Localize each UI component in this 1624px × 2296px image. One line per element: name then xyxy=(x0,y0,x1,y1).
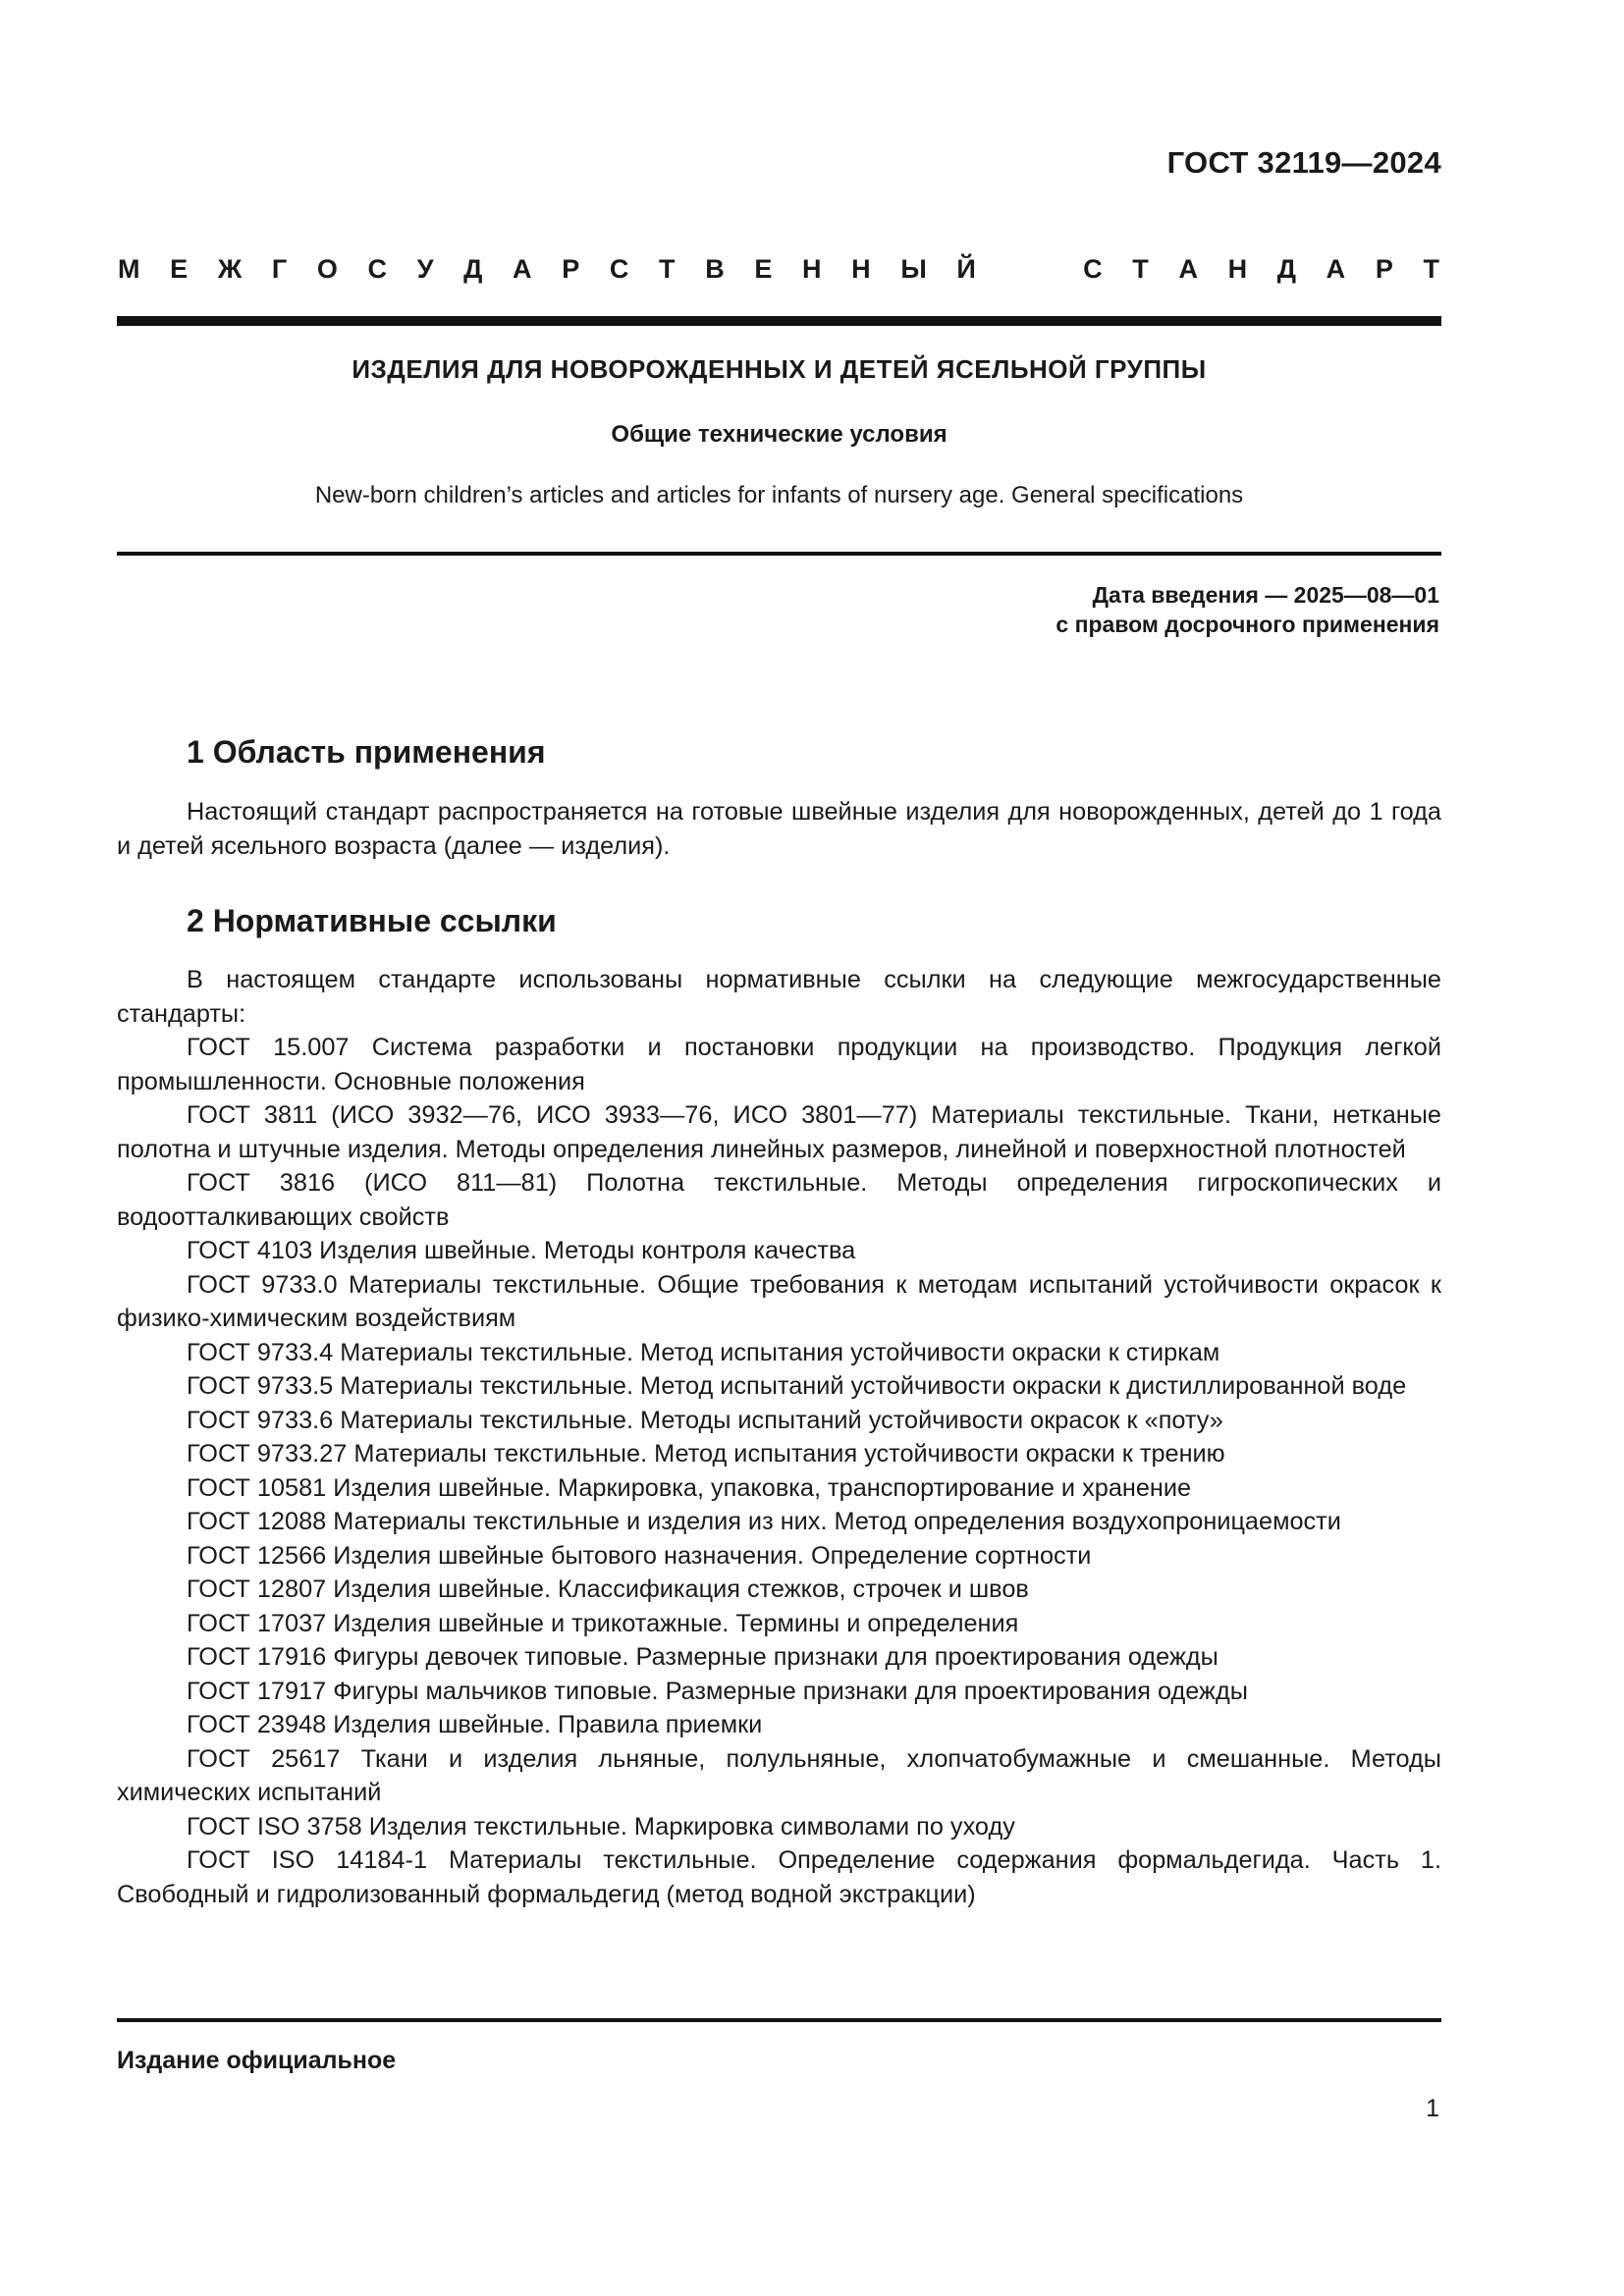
banner-letter: Е xyxy=(754,254,773,284)
reference-item: ГОСТ 17917 Фигуры мальчиков типовые. Размерные признаки для проектирования одежды xyxy=(187,1677,1248,1705)
banner-letter: А xyxy=(1178,254,1198,284)
banner-letter: С xyxy=(1083,254,1103,284)
section-1-body xyxy=(117,795,1441,863)
banner-letter: Д xyxy=(463,254,483,284)
banner-letter: Н xyxy=(1227,254,1248,284)
banner-letter: Р xyxy=(1375,254,1393,284)
section-1-heading: 1 Область применения xyxy=(187,734,546,770)
reference-item: ГОСТ 9733.4 Материалы текстильные. Метод испытания устойчивости окраски к стиркам xyxy=(187,1338,1220,1366)
banner-letter: А xyxy=(513,254,532,284)
reference-item: ГОСТ 9733.5 Материалы текстильные. Метод испытаний устойчивости окраски к дистиллированной воде xyxy=(187,1372,1407,1400)
normative-references-list xyxy=(117,1031,1441,1911)
reference-item: ГОСТ 12807 Изделия швейные. Классификация стежков, строчек и швов xyxy=(187,1575,1029,1603)
interstate-standard-banner xyxy=(118,253,1439,285)
section-2-body xyxy=(117,963,1441,1911)
banner-letter: Т xyxy=(1423,254,1439,284)
reference-item: ГОСТ ISO 3758 Изделия текстильные. Маркировка символами по уходу xyxy=(187,1812,1015,1841)
banner-letter: Р xyxy=(562,254,580,284)
banner-letter: Н xyxy=(802,254,822,284)
reference-item: ГОСТ 12088 Материалы текстильные и изделия из них. Метод определения воздухопроницаемости xyxy=(187,1508,1341,1535)
banner-letter: Г xyxy=(271,254,288,284)
reference-item: ГОСТ 23948 Изделия швейные. Правила приемки xyxy=(187,1711,763,1738)
reference-item: ГОСТ 9733.27 Материалы текстильные. Метод испытания устойчивости окраски к трению xyxy=(187,1440,1225,1468)
reference-item: ГОСТ 9733.6 Материалы текстильные. Методы испытаний устойчивости окрасок к «поту» xyxy=(187,1406,1223,1434)
section-2-intro: В настоящем стандарте использованы нормативные ссылки на следующие межгосударственные стандарты: xyxy=(117,966,1441,1028)
footer-rule xyxy=(117,2018,1441,2022)
reference-item: ГОСТ 10581 Изделия швейные. Маркировка, упаковка, транспортирование и хранение xyxy=(187,1473,1192,1502)
document-english-title: New-born children’s articles and articles for infants of nursery age. General specifications xyxy=(314,482,1244,508)
banner-letter: А xyxy=(1326,254,1346,284)
banner-letter: Д xyxy=(1276,254,1297,284)
banner-letter: Н xyxy=(851,254,871,284)
section-2-heading: 2 Нормативные ссылки xyxy=(187,903,557,938)
reference-item: ГОСТ 12566 Изделия швейные бытового назначения. Определение сортности xyxy=(187,1541,1092,1570)
reference-item: ГОСТ 17916 Фигуры девочек типовые. Размерные признаки для проектирования одежды xyxy=(187,1643,1218,1671)
reference-item: ГОСТ 9733.0 Материалы текстильные. Общие требования к методам испытаний устойчивости окрасок к физико-химическим воздействиям xyxy=(117,1270,1441,1332)
official-edition-label: Издание официальное xyxy=(117,2047,397,2074)
banner-word-gap xyxy=(1005,253,1053,285)
document-title: ИЗДЕЛИЯ ДЛЯ НОВОРОЖДЕННЫХ И ДЕТЕЙ ЯСЕЛЬНОЙ ГРУППЫ xyxy=(352,354,1207,384)
reference-item: ГОСТ 3811 (ИСО 3932—76, ИСО 3933—76, ИСО 3801—77) Материалы текстильные. Ткани, нетканые полотна и штучные изделия. Методы определения линейных размеров, линейной и поверхностной плотностей xyxy=(117,1101,1441,1163)
banner-letter: М xyxy=(118,254,140,284)
reference-item: ГОСТ 17037 Изделия швейные и трикотажные. Термины и определения xyxy=(187,1609,1019,1637)
banner-letter: О xyxy=(316,254,338,284)
document-number: ГОСТ 32119—2024 xyxy=(1166,145,1441,180)
section-1-paragraph: Настоящий стандарт распространяется на готовые швейные изделия для новорожденных, детей до 1 года и детей ясельного возраста (далее — изделия). xyxy=(117,798,1441,860)
banner-letter: Й xyxy=(956,254,976,284)
banner-letter: У xyxy=(416,254,434,284)
reference-item: ГОСТ 15.007 Система разработки и постановки продукции на производство. Продукция легкой промышленности. Основные положения xyxy=(117,1034,1441,1095)
banner-letter: С xyxy=(367,254,388,284)
document-subtitle: Общие технические условия xyxy=(611,421,947,448)
page-number: 1 xyxy=(1426,2095,1439,2122)
banner-letter: Т xyxy=(659,254,676,284)
reference-item: ГОСТ 3816 (ИСО 811—81) Полотна текстильные. Методы определения гигроскопических и водоотталкивающих свойств xyxy=(117,1169,1441,1231)
introduction-date: Дата введения — 2025—08—01 xyxy=(1092,582,1439,608)
reference-item: ГОСТ 25617 Ткани и изделия льняные, полульняные, хлопчатобумажные и смешанные. Методы химических испытаний xyxy=(117,1744,1441,1806)
banner-letter: Ы xyxy=(900,254,927,284)
banner-letter: Т xyxy=(1132,254,1149,284)
banner-letter: В xyxy=(705,254,725,284)
banner-letter: С xyxy=(609,254,629,284)
banner-letter: Е xyxy=(170,254,189,284)
reference-item: ГОСТ 4103 Изделия швейные. Методы контроля качества xyxy=(187,1237,856,1264)
title-rule xyxy=(117,552,1441,556)
early-application-note: с правом досрочного применения xyxy=(1056,612,1439,637)
header-rule xyxy=(117,316,1441,326)
reference-item: ГОСТ ISO 14184-1 Материалы текстильные. Определение содержания формальдегида. Часть 1. Свободный и гидролизованный формальдегид (метод водной экстракции) xyxy=(117,1846,1441,1908)
banner-letter: Ж xyxy=(217,254,243,284)
introduction-date-block xyxy=(1056,580,1439,639)
